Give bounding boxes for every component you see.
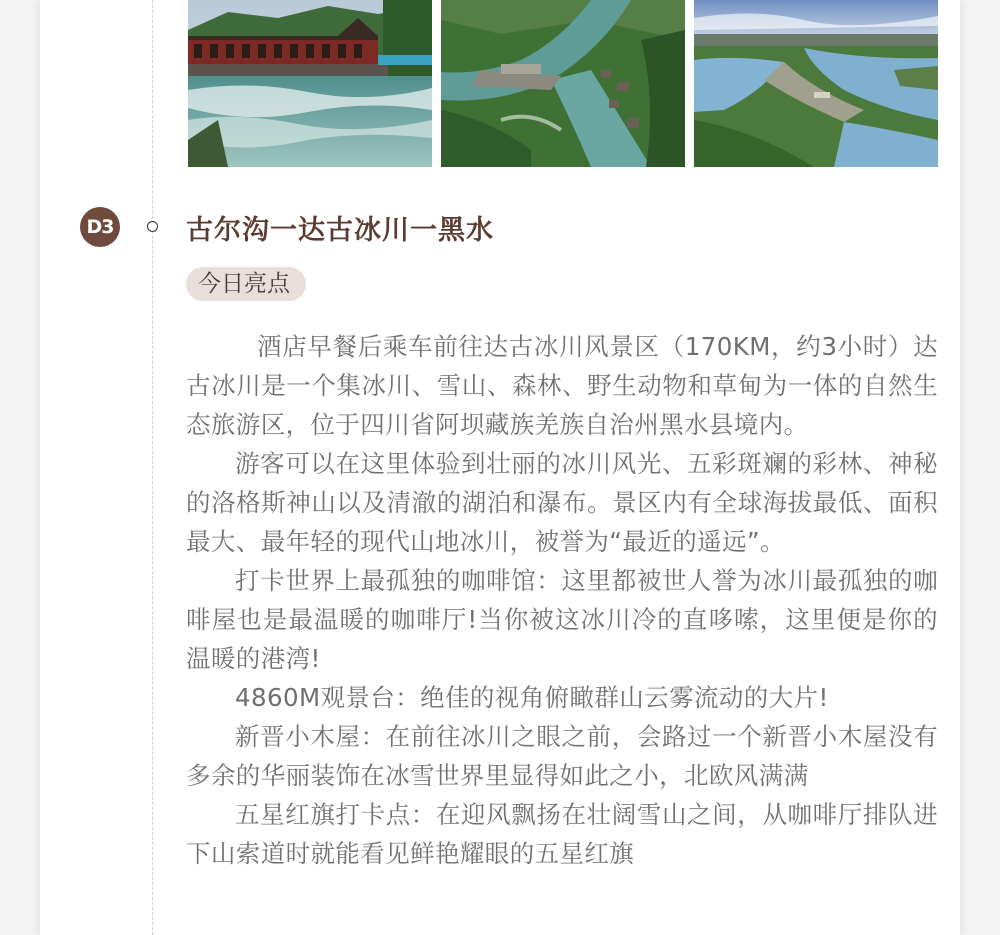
paragraph: 打卡世界上最孤独的咖啡馆：这里都被世人誉为冰川最孤独的咖啡屋也是最温暖的咖啡厅!当你被这冰川冷的直哆嗦，这里便是你的温暖的港湾!: [186, 566, 938, 673]
paragraph: 五星红旗打卡点：在迎风飘扬在壮阔雪山之间，从咖啡厅排队进下山索道时就能看见鲜艳耀眼的五星红旗: [186, 800, 938, 868]
river-aerial-photo: [441, 0, 685, 167]
timeline-dot: [147, 221, 158, 232]
itinerary-card: [40, 0, 960, 935]
paragraph: 游客可以在这里体验到壮丽的冰川风光、五彩斑斓的彩林、神秘的洛格斯神山以及清澈的湖泊和瀑布。景区内有全球海拔最低、面积最大、最年轻的现代山地冰川，被誉为“最近的遥远”。: [186, 449, 938, 556]
day-description: [186, 327, 938, 873]
covered-bridge-rapids-photo: [188, 0, 432, 167]
highlight-label: 今日亮点: [186, 267, 306, 301]
timeline-line: [152, 0, 153, 935]
day-title: 古尔沟一达古冰川一黑水: [186, 215, 494, 246]
paragraph: 酒店早餐后乘车前往达古冰川风景区（170KM，约3小时）达古冰川是一个集冰川、雪山、森林、野生动物和草甸为一体的自然生态旅游区，位于四川省阿坝藏族羌族自治州黑水县境内。: [186, 332, 938, 439]
paragraph: 新晋小木屋：在前往冰川之眼之前，会路过一个新晋小木屋没有多余的华丽装饰在冰雪世界里显得如此之小，北欧风满满: [186, 722, 938, 790]
paragraph: 4860M观景台：绝佳的视角俯瞰群山云雾流动的大片!: [235, 683, 829, 712]
river-delta-photo: [694, 0, 938, 167]
photo-strip: [188, 0, 940, 167]
day-badge: D3: [80, 207, 120, 247]
